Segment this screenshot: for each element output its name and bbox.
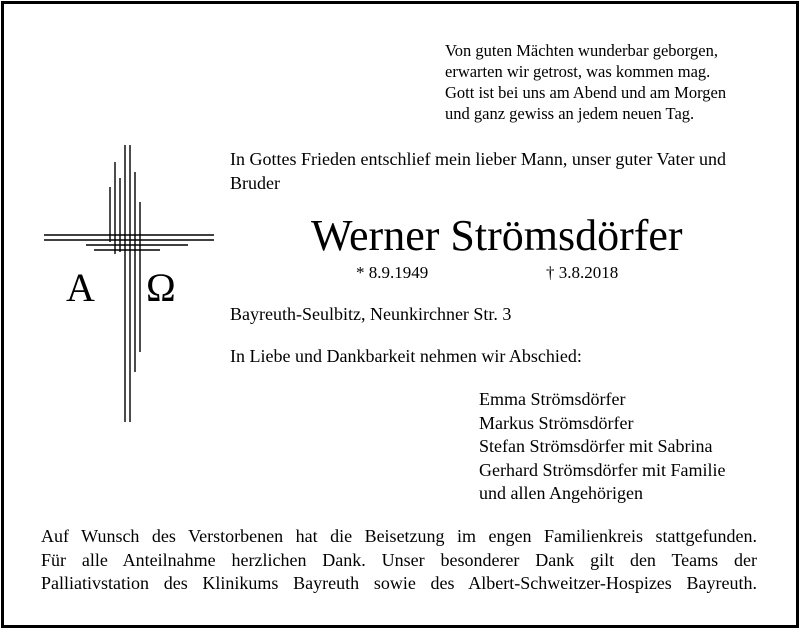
closing-line: Für alle Anteilnahme herzlichen Dank. Unser besonderer Dank gilt den Teams der xyxy=(41,549,757,570)
mourners-list xyxy=(479,388,725,506)
deceased-name: Werner Strömsdörfer xyxy=(311,211,683,260)
list-item: Stefan Strömsdörfer mit Sabrina xyxy=(479,436,713,456)
intro-text: In Gottes Frieden entschlief mein lieber Mann, unser guter Vater und Bruder xyxy=(230,149,727,193)
poem-line: Gott ist bei uns am Abend und am Morgen xyxy=(445,83,727,102)
cross-icon xyxy=(38,142,218,427)
poem-line: Von guten Mächten wunderbar geborgen, xyxy=(445,41,718,60)
closing-line: Auf Wunsch des Verstorbenen hat die Beisetzung im engen Familienkreis stattgefunden. xyxy=(41,526,757,546)
poem-line: erwarten wir getrost, was kommen mag. xyxy=(445,62,711,81)
list-item: Markus Strömsdörfer xyxy=(479,412,634,433)
alpha-symbol: A xyxy=(66,265,95,310)
poem xyxy=(445,40,726,124)
address: Bayreuth-Seulbitz, Neunkirchner Str. 3 xyxy=(230,304,512,324)
list-item: Gerhard Strömsdörfer mit Familie xyxy=(479,459,726,480)
poem-line: und ganz gewiss an jedem neuen Tag. xyxy=(445,104,695,123)
list-item: und allen Angehörigen xyxy=(479,483,643,503)
obituary-card xyxy=(1,1,799,628)
list-item: Emma Strömsdörfer xyxy=(479,389,626,409)
birth-date: * 8.9.1949 xyxy=(356,263,429,282)
farewell-text: In Liebe und Dankbarkeit nehmen wir Abschied: xyxy=(230,346,582,366)
omega-symbol: Ω xyxy=(146,265,176,310)
death-date: † 3.8.2018 xyxy=(546,263,619,282)
closing-line: Palliativstation des Klinikums Bayreuth sowie des Albert-Schweitzer-Hospizes Bayreuth. xyxy=(41,573,757,593)
closing-text xyxy=(41,525,757,596)
